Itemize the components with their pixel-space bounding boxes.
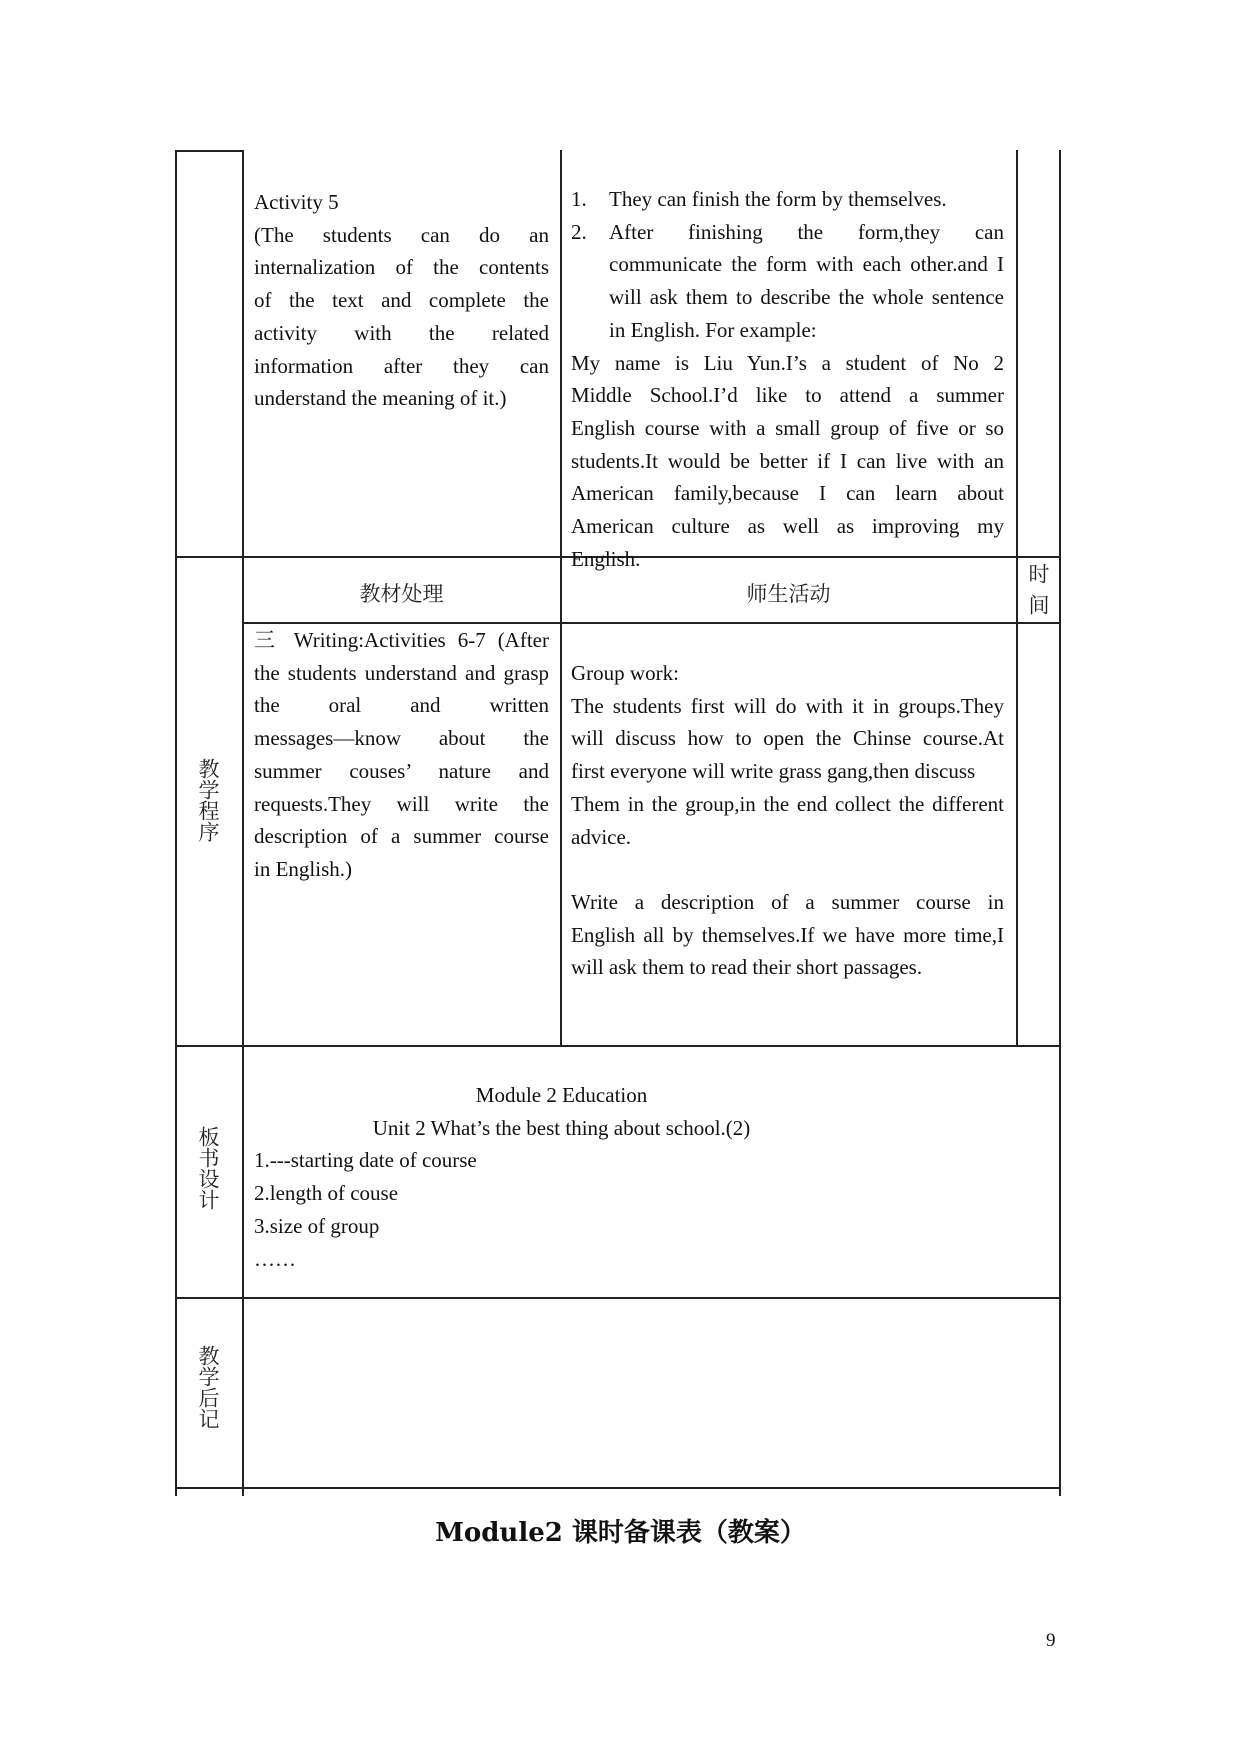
board-title: Module 2 Education bbox=[475, 1083, 648, 1107]
step-item bbox=[571, 216, 1004, 347]
writing-activity-description bbox=[254, 624, 549, 886]
table-top-border bbox=[175, 150, 243, 152]
group-work-line: Them in the group,in the end collect the different bbox=[571, 791, 1004, 816]
group-work-line: The students first will do with it in groups.They bbox=[571, 693, 1004, 718]
table-border-right bbox=[1059, 150, 1061, 1496]
label-teaching-notes: 教学后记 bbox=[196, 1345, 220, 1429]
activity-5-teacher-student-activities bbox=[571, 183, 1004, 571]
writing-line: description of a summer course bbox=[254, 824, 549, 849]
activity-title: Activity 5 bbox=[254, 190, 339, 214]
procedure-row-bottom bbox=[175, 1045, 1060, 1047]
group-work-activities bbox=[571, 657, 1004, 984]
time-column-divider bbox=[1016, 150, 1018, 1046]
activity-body-line: (The students can do an bbox=[254, 222, 549, 247]
writing-line: in English.) bbox=[254, 856, 352, 881]
label-board-design: 板书设计 bbox=[196, 1126, 220, 1210]
board-subtitle: Unit 2 What’s the best thing about school.(2) bbox=[372, 1115, 751, 1140]
example-line: My name is Liu Yun.I’s a student of No 2 bbox=[571, 350, 1004, 375]
table-bottom-border bbox=[175, 1487, 1060, 1489]
writing-line: summer couses’ nature and bbox=[254, 758, 549, 783]
write-task-line: Write a description of a summer course in bbox=[571, 889, 1004, 914]
writing-line: the students understand and grasp bbox=[254, 660, 549, 685]
activity-body-line: of the text and complete the bbox=[254, 288, 549, 313]
step-text-line: After finishing the form,they can bbox=[609, 219, 1004, 244]
write-task-line: will ask them to read their short passages. bbox=[571, 955, 923, 980]
activity-body-line: internalization of the contents bbox=[254, 255, 549, 280]
step-text: They can finish the form by themselves. bbox=[609, 187, 947, 211]
write-task-line: English all by themselves.If we have more time,I bbox=[571, 922, 1004, 947]
board-item: 3.size of group bbox=[254, 1213, 380, 1238]
teaching-notes-area bbox=[244, 1299, 1058, 1486]
activity-body-line: understand the meaning of it.) bbox=[254, 386, 507, 411]
group-work-line: advice. bbox=[571, 824, 632, 849]
table-border-left bbox=[175, 150, 177, 1496]
step-text-line: in English. For example: bbox=[609, 317, 817, 342]
board-design-content bbox=[254, 1079, 1049, 1275]
header-time: 时间 bbox=[1026, 563, 1050, 625]
label-column-divider bbox=[242, 150, 244, 1496]
board-item: 2.length of couse bbox=[254, 1181, 399, 1206]
example-line: English course with a small group of five or so bbox=[571, 415, 1004, 440]
step-item bbox=[571, 183, 1004, 216]
board-item: 1.---starting date of course bbox=[254, 1148, 477, 1173]
step-number: 2. bbox=[571, 219, 587, 244]
writing-line: requests.They will write the bbox=[254, 791, 549, 816]
header-teacher-student-activities: 师生活动 bbox=[746, 582, 831, 606]
activity-body-line: information after they can bbox=[254, 353, 549, 378]
activity-body-line: activity with the related bbox=[254, 320, 549, 345]
group-work-line: first everyone will write grass gang,then discuss bbox=[571, 759, 976, 784]
example-line: Middle School.I’d like to attend a summer bbox=[571, 383, 1004, 408]
step-number: 1. bbox=[571, 187, 587, 211]
example-line: American family,because I can learn about bbox=[571, 481, 1004, 506]
step-text-line: communicate the form with each other.and I bbox=[609, 252, 1004, 277]
steps-list bbox=[571, 183, 1004, 347]
writing-line: messages—know about the bbox=[254, 726, 549, 751]
label-teaching-procedure: 教学程序 bbox=[196, 758, 220, 842]
example-line: students.It would be better if I can live with an bbox=[571, 448, 1004, 473]
activity-5-description bbox=[254, 186, 549, 415]
step-text-line: will ask them to describe the whole sentence bbox=[609, 285, 1004, 310]
header-materials-handling: 教材处理 bbox=[359, 582, 444, 606]
board-item: …… bbox=[254, 1246, 296, 1271]
example-line: English. bbox=[571, 546, 641, 571]
writing-line: the oral and written bbox=[254, 693, 549, 718]
page-number: 9 bbox=[1046, 1630, 1056, 1651]
group-work-line: will discuss how to open the Chinse course.At bbox=[571, 726, 1004, 751]
lesson-plan-title: Module2 课时备课表（教案） bbox=[435, 1518, 806, 1548]
group-work-line: Group work: bbox=[571, 661, 679, 685]
writing-line: 三 Writing:Activities 6-7 (After bbox=[254, 628, 549, 652]
example-line: American culture as well as improving my bbox=[571, 514, 1004, 539]
